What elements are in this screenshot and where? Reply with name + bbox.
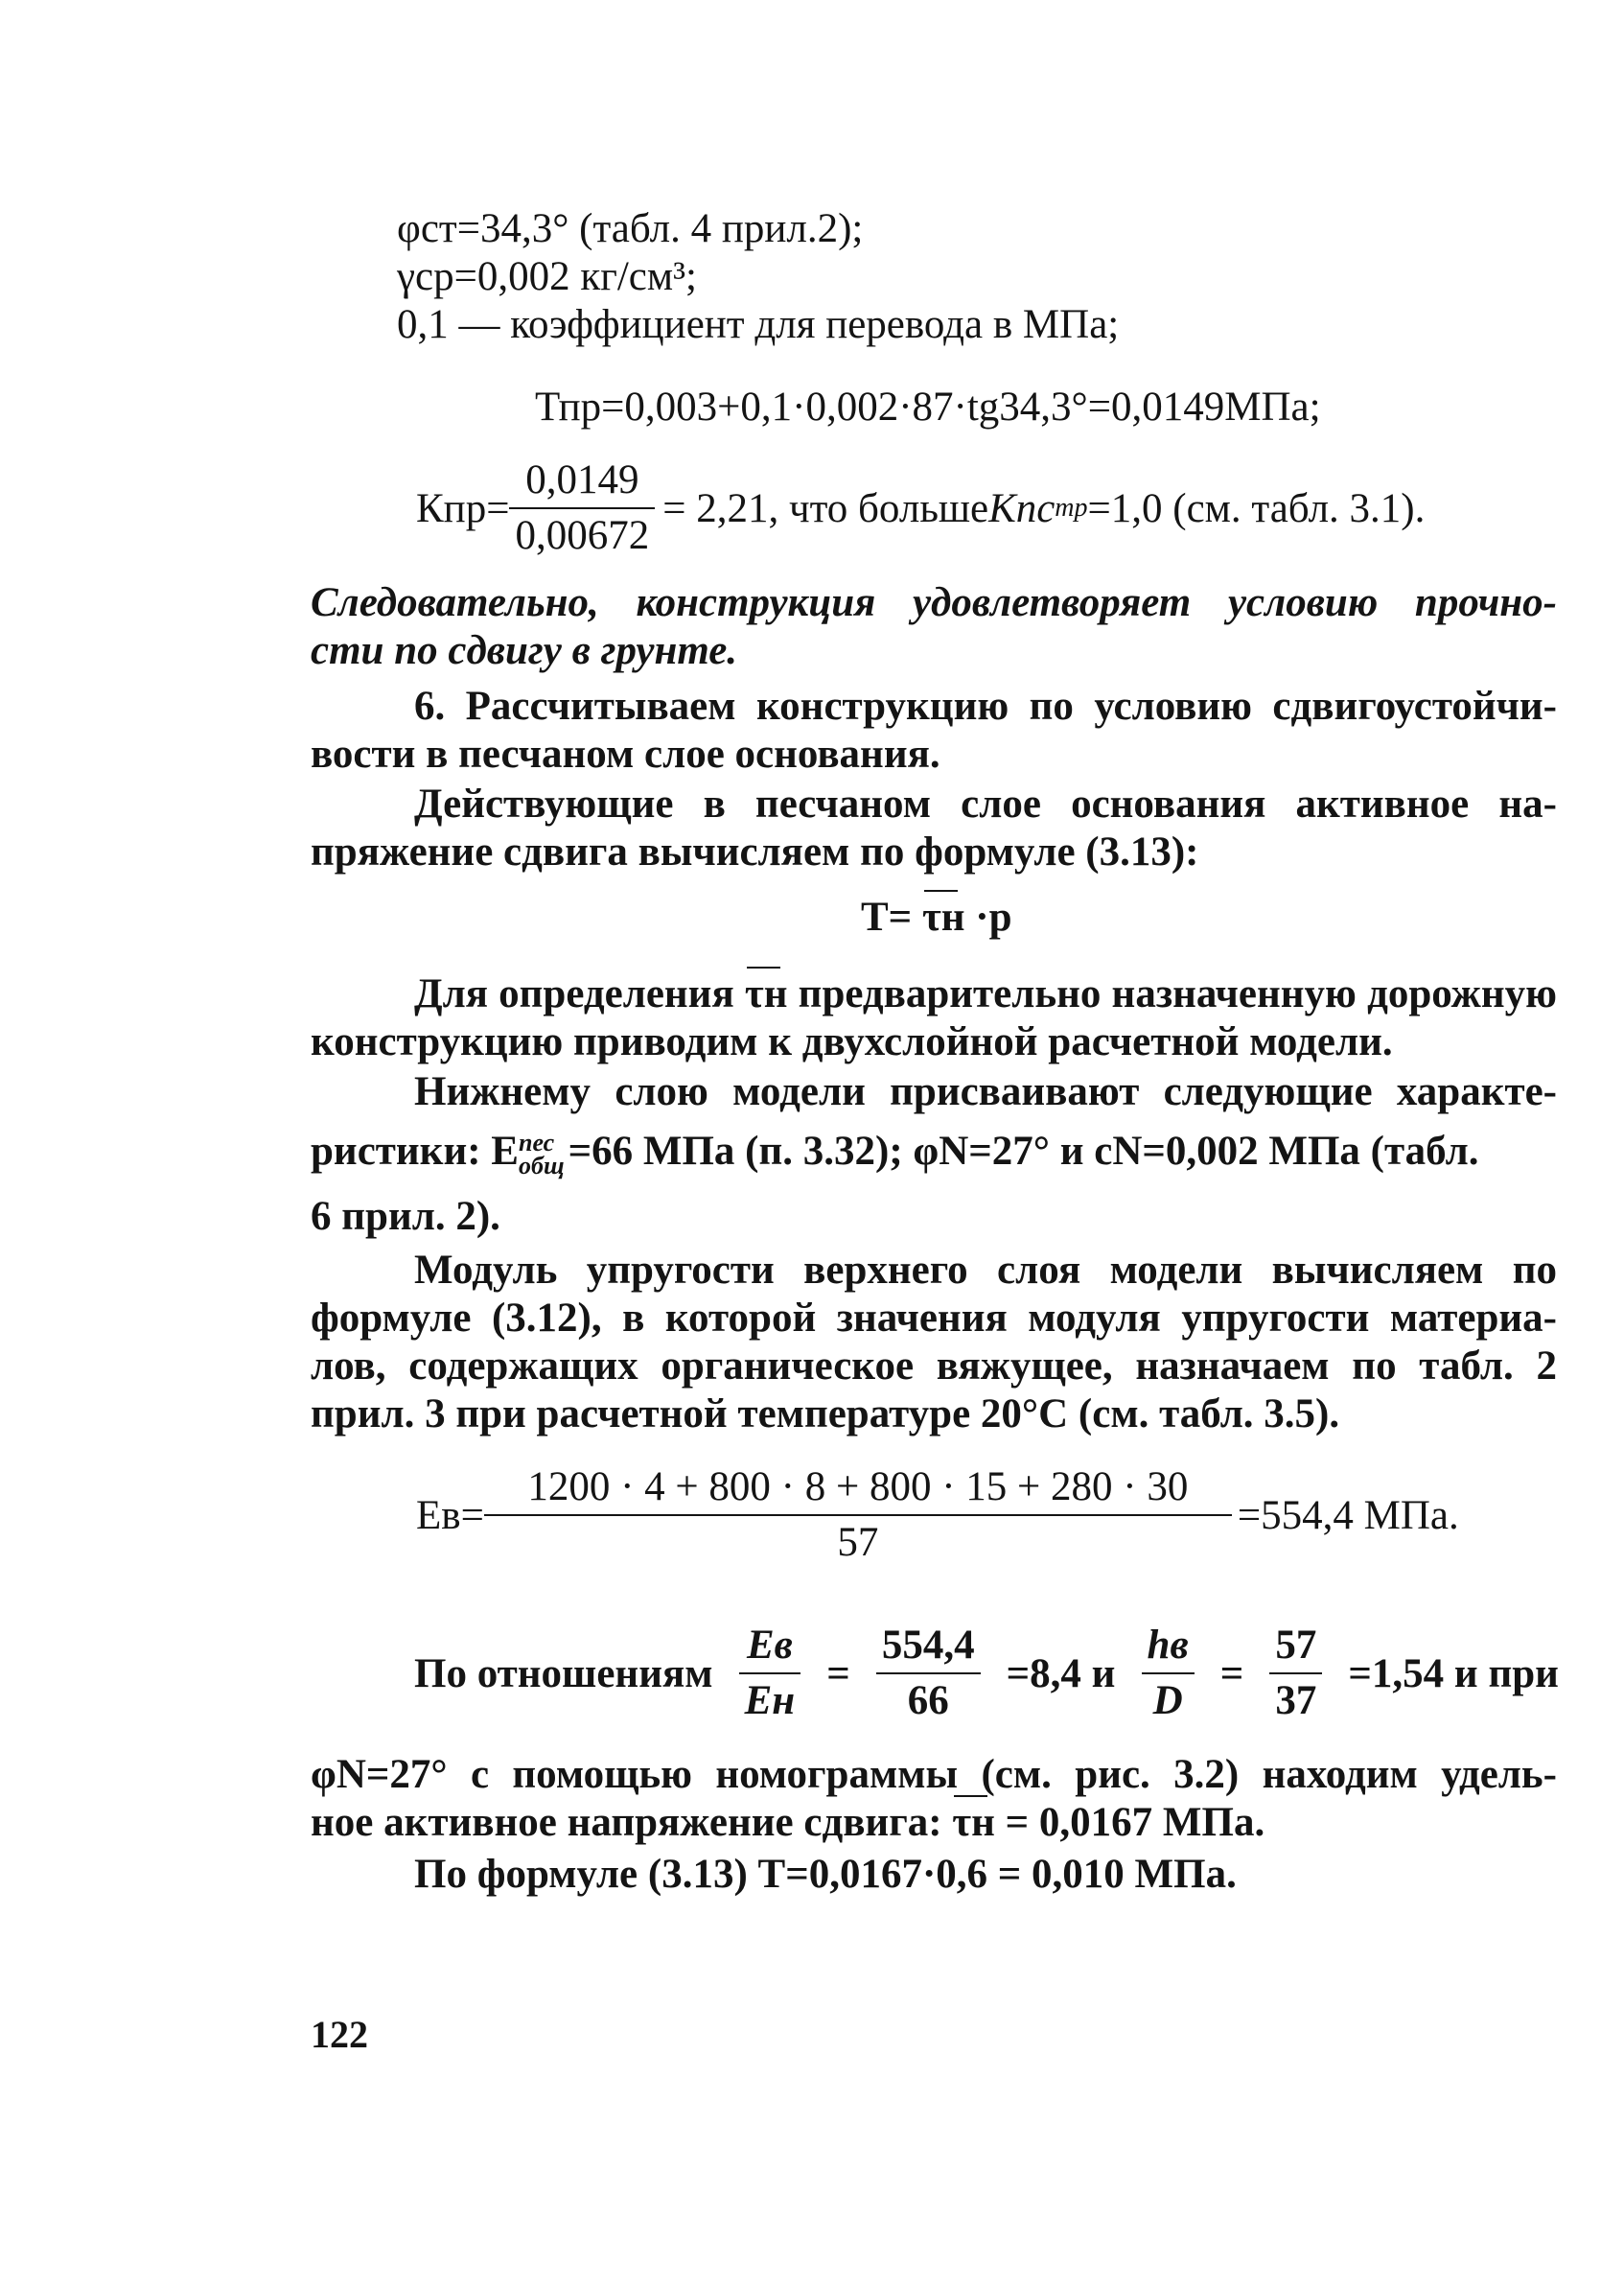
e-v-denominator: 57 bbox=[837, 1520, 879, 1565]
paragraph-upper-layer-line-3: лов, содержащих органическое вяжущее, назначаем по табл. 2 bbox=[311, 1343, 1557, 1389]
ratio-h-fraction: $\frac{hв}{D}$ bbox=[1142, 1621, 1195, 1726]
page-number: 122 bbox=[311, 2013, 368, 2056]
paragraph-upper-layer-line-1: Модуль упругости верхнего слоя модели вычисляем по bbox=[414, 1248, 1557, 1293]
item-6-line-1: 6. Рассчитываем конструкцию по условию сдвигоустойчи- bbox=[414, 684, 1557, 729]
k-pr-result: = 2,21, что больше bbox=[662, 485, 989, 531]
paragraph-upper-layer-line-4: прил. 3 при расчетной температуре 20°С (см. табл. 3.5). bbox=[311, 1391, 1340, 1436]
gamma-sr-line: γср=0,002 кг/см³; bbox=[397, 254, 697, 299]
e-v-fraction bbox=[484, 1462, 1232, 1568]
phi-st-line: φст=34,3° (табл. 4 прил.2); bbox=[397, 206, 864, 251]
paragraph-result: По формуле (3.13) Т=0,0167·0,6 = 0,010 МПа. bbox=[414, 1852, 1237, 1897]
paragraph-lower-layer-line-1: Нижнему слою модели присваивают следующие характе- bbox=[414, 1069, 1557, 1114]
k-ps-symbol: Кпс bbox=[988, 485, 1056, 531]
formula-t: Т= τн ·р bbox=[861, 895, 1012, 940]
paragraph-lower-layer-line-2: ристики: Е пес общ =66 МПа (п. 3.32); φN=27° и cN=0,002 МПа (табл. bbox=[311, 1129, 1479, 1180]
coef-line: 0,1 — коэффициент для перевода в МПа; bbox=[397, 302, 1120, 347]
ratios-line: По отношениям $\frac{Ев}{Ен}$ = $\frac{554,4}{66}$ =8,4 и $\frac{hв}{D}$ = $\frac{57}{37}$ =1,54 и при bbox=[414, 1611, 1559, 1736]
e-v-numerator: 1200 · 4 + 800 · 8 + 800 · 15 + 280 · 30 bbox=[527, 1464, 1189, 1509]
tau-n-symbol: τн bbox=[921, 895, 965, 940]
k-pr-denominator: 0,00672 bbox=[515, 513, 650, 558]
paragraph-nomogram-line-1: φN=27° с помощью номограммы (см. рис. 3.2) находим удель- bbox=[311, 1752, 1557, 1797]
e-v-label: Ев= bbox=[416, 1492, 484, 1538]
paragraph-model-line-2: конструкцию приводим к двухслойной расчетной модели. bbox=[311, 1019, 1393, 1064]
e-v-result: =554,4 МПа. bbox=[1237, 1492, 1459, 1538]
paragraph-lower-layer-line-3: 6 прил. 2). bbox=[311, 1194, 500, 1239]
paragraph-upper-layer-line-2: формуле (3.12), в которой значения модуля упругости материа- bbox=[311, 1296, 1557, 1341]
k-pr-label: Кпр= bbox=[416, 485, 510, 531]
paragraph-model-line-1: Для определения τн предварительно назначенную дорожную bbox=[414, 971, 1557, 1016]
conclusion-line-1: Следовательно, конструкция удовлетворяет условию прочно- bbox=[311, 580, 1557, 625]
paragraph-shear-line-1: Действующие в песчаном слое основания активное на- bbox=[414, 782, 1557, 827]
k-pr-fraction bbox=[509, 455, 655, 561]
formula-t-pr: Тпр=0,003+0,1·0,002·87·tg34,3°=0,0149МПа; bbox=[535, 385, 1321, 430]
item-6-line-2: вости в песчаном слое основания. bbox=[311, 732, 940, 777]
ratio-value-fraction: $\frac{554,4}{66}$ bbox=[876, 1621, 981, 1726]
conclusion-line-2: сти по сдвигу в грунте. bbox=[311, 628, 738, 673]
ratio-h-value-fraction: $\frac{57}{37}$ bbox=[1269, 1621, 1322, 1726]
formula-k-pr: Кпр= $\frac{0,0149}{0,00672}$ = 2,21, что больше Кпс тр =1,0 (см. табл. 3.1). bbox=[416, 451, 1425, 566]
paragraph-nomogram-line-2: ное активное напряжение сдвига: τн = 0,0167 МПа. bbox=[311, 1800, 1265, 1845]
formula-e-v bbox=[416, 1458, 1459, 1573]
paragraph-shear-line-2: пряжение сдвига вычисляем по формуле (3.13): bbox=[311, 829, 1199, 875]
k-pr-numerator: 0,0149 bbox=[525, 457, 639, 502]
ratio-e-fraction: $\frac{Ев}{Ен}$ bbox=[739, 1621, 801, 1726]
